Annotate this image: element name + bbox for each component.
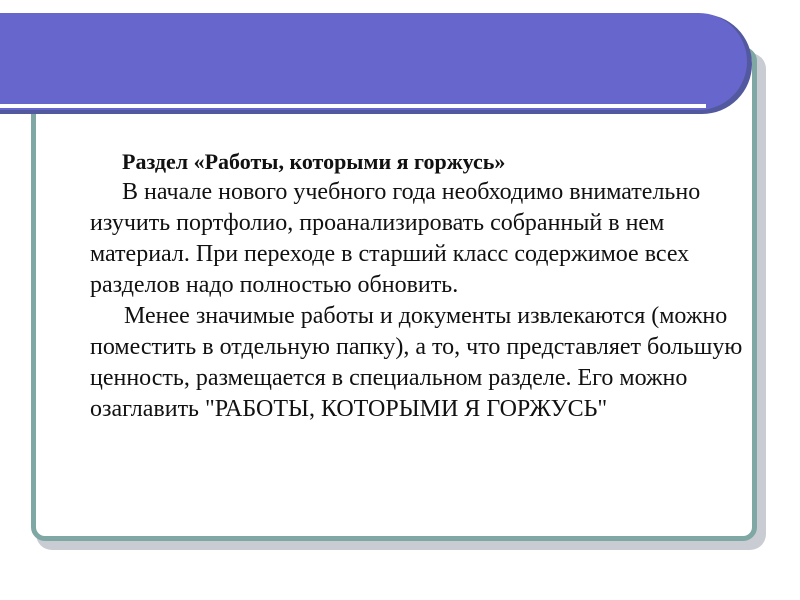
title-banner (0, 13, 747, 110)
banner-divider (0, 104, 706, 108)
section-heading: Раздел «Работы, которыми я горжусь» (122, 149, 506, 174)
paragraph-2: Менее значимые работы и документы извлекаются (можно поместить в отдельную папку), а то, что представляет большую ценность, размещается в специальном разделе. Его можно озаглавить "РАБОТЫ, КОТОРЫМИ Я ГОРЖУСЬ" (90, 303, 743, 422)
slide-body (90, 146, 750, 425)
paragraph-1: В начале нового учебного года необходимо внимательно изучить портфолио, проанализировать собранный в нем материал. При переходе в старший класс содержимое всех разделов надо полностью обновить. (90, 179, 701, 298)
